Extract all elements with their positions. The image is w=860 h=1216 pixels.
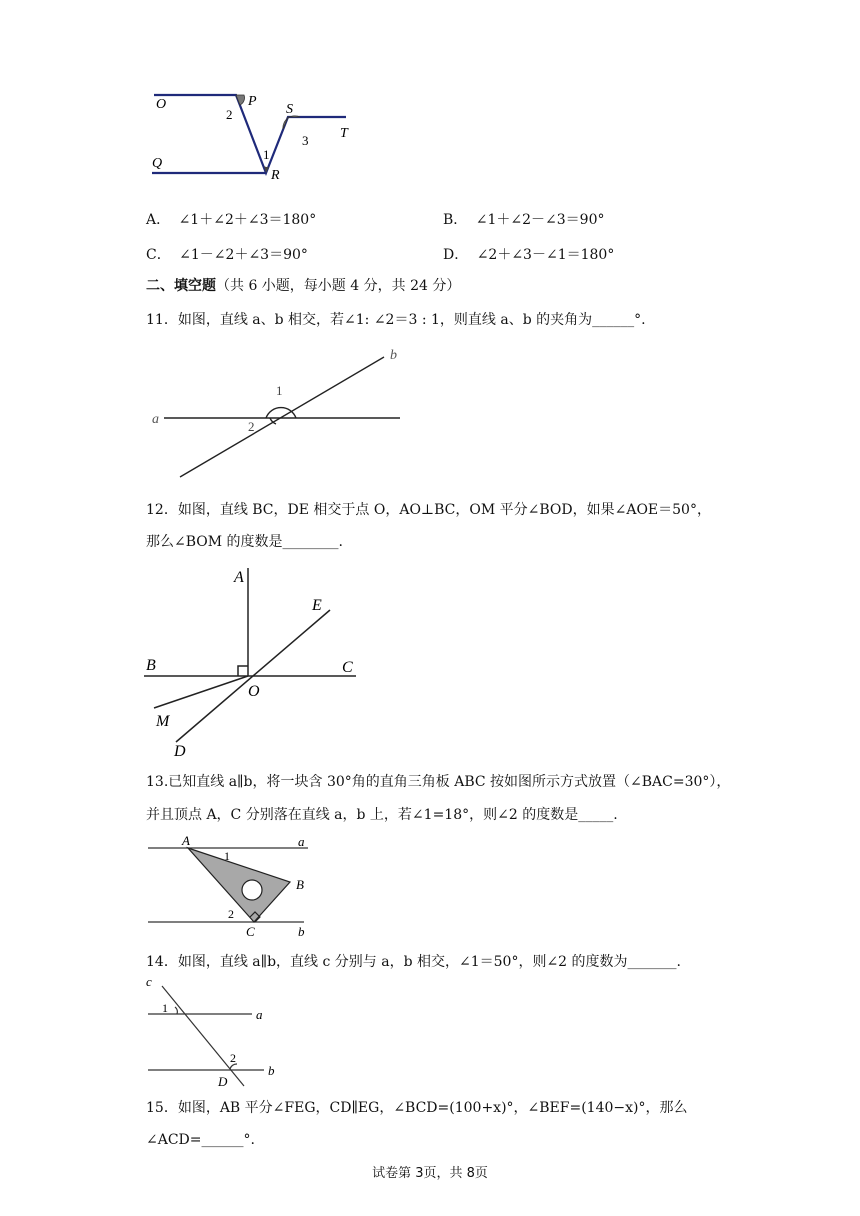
q10-option-d bbox=[443, 244, 614, 264]
q12-right-angle-mark bbox=[238, 666, 248, 676]
q13-label-B: B bbox=[296, 877, 304, 892]
q15-line2: ∠ACD=______°. bbox=[146, 1132, 255, 1148]
q11-angle1-arc bbox=[266, 408, 296, 418]
q13-figure bbox=[140, 832, 330, 940]
q13-label-A: A bbox=[182, 833, 190, 848]
q10-option-c-letter: C． bbox=[146, 247, 171, 263]
q14-text: 14．如图，直线 a∥b，直线 c 分别与 a，b 相交，∠1＝50°，则∠2 的度数为_______. bbox=[146, 954, 681, 970]
q10-option-d-letter: D． bbox=[443, 247, 469, 263]
q10-option-c bbox=[146, 244, 308, 264]
q10-label-R: R bbox=[271, 168, 280, 183]
q11-text: 11．如图，直线 a、b 相交，若∠1: ∠2＝3 : 1，则直线 a、b 的夹角为______°. bbox=[146, 312, 646, 328]
q10-option-c-text: ∠1－∠2＋∠3＝90° bbox=[179, 247, 308, 263]
q13-label-1: 1 bbox=[224, 849, 230, 863]
q11-label-a: a bbox=[152, 412, 159, 427]
q13-line1: 13.已知直线 a∥b，将一块含 30°角的直角三角板 ABC 按如图所示方式放置（∠BAC=30°）， bbox=[146, 774, 731, 790]
q14-label-a: a bbox=[256, 1007, 263, 1022]
q13-triangle-hole bbox=[242, 880, 262, 900]
q11-label-2: 2 bbox=[248, 419, 255, 434]
q14-label-b: b bbox=[268, 1063, 275, 1078]
q10-option-d-text: ∠2＋∠3－∠1＝180° bbox=[476, 247, 615, 263]
q10-label-3: 3 bbox=[302, 133, 309, 148]
q11-label-1: 1 bbox=[276, 383, 283, 398]
q14-label-1: 1 bbox=[162, 1001, 168, 1015]
q12-label-C: C bbox=[342, 659, 353, 676]
q14-line-c bbox=[162, 986, 244, 1086]
q11-line-b bbox=[180, 357, 384, 477]
q11-label-b: b bbox=[390, 348, 397, 363]
q12-label-E: E bbox=[312, 597, 322, 614]
q10-label-1: 1 bbox=[263, 147, 270, 162]
page-footer: 试卷第 3页，共 8页 bbox=[372, 1166, 488, 1181]
q10-option-a bbox=[146, 209, 316, 229]
q10-label-T: T bbox=[340, 126, 348, 141]
q14-figure bbox=[140, 972, 290, 1092]
q10-option-b bbox=[443, 209, 604, 229]
q10-figure bbox=[140, 85, 380, 185]
q10-option-b-text: ∠1＋∠2－∠3＝90° bbox=[475, 212, 605, 228]
q12-line1: 12．如图，直线 BC，DE 相交于点 O，AO⊥BC，OM 平分∠BOD，如果∠AOE＝50°， bbox=[146, 502, 711, 518]
q10-option-b-letter: B． bbox=[443, 212, 468, 228]
q13-label-b: b bbox=[298, 924, 305, 939]
section-title: 二、填空题 bbox=[146, 278, 216, 294]
q14-angle1-arc bbox=[175, 1007, 177, 1014]
q12-label-A: A bbox=[234, 569, 244, 586]
q15-line1: 15．如图，AB 平分∠FEG，CD∥EG，∠BCD=(100+x)°，∠BEF=(140−x)°，那么 bbox=[146, 1100, 688, 1116]
q10-label-Q: Q bbox=[152, 156, 163, 171]
q12-line2: 那么∠BOM 的度数是________. bbox=[146, 534, 343, 550]
q10-label-P: P bbox=[248, 94, 257, 109]
section-note: （共 6 小题，每小题 4 分，共 24 分） bbox=[216, 278, 461, 294]
q11-figure bbox=[140, 345, 420, 485]
q12-figure bbox=[140, 562, 370, 762]
q13-label-2: 2 bbox=[228, 907, 234, 921]
q10-label-2: 2 bbox=[226, 107, 233, 122]
q10-option-a-letter: A． bbox=[146, 212, 171, 228]
q12-label-B: B bbox=[146, 657, 156, 674]
q13-label-a: a bbox=[298, 834, 305, 849]
q14-label-D: D bbox=[218, 1074, 228, 1089]
q12-label-D: D bbox=[174, 743, 186, 760]
section-heading bbox=[146, 276, 460, 296]
q12-label-M: M bbox=[156, 713, 170, 730]
q10-label-S: S bbox=[286, 102, 293, 117]
q10-label-O: O bbox=[156, 97, 167, 112]
q13-triangle bbox=[188, 848, 290, 922]
q13-label-C: C bbox=[246, 924, 255, 939]
q10-option-a-text: ∠1＋∠2＋∠3＝180° bbox=[178, 212, 317, 228]
q14-label-2: 2 bbox=[230, 1051, 236, 1065]
q13-line2: 并且顶点 A，C 分别落在直线 a，b 上，若∠1=18°，则∠2 的度数是_____. bbox=[146, 807, 618, 823]
q12-label-O: O bbox=[248, 683, 260, 700]
q14-label-c: c bbox=[146, 974, 152, 989]
